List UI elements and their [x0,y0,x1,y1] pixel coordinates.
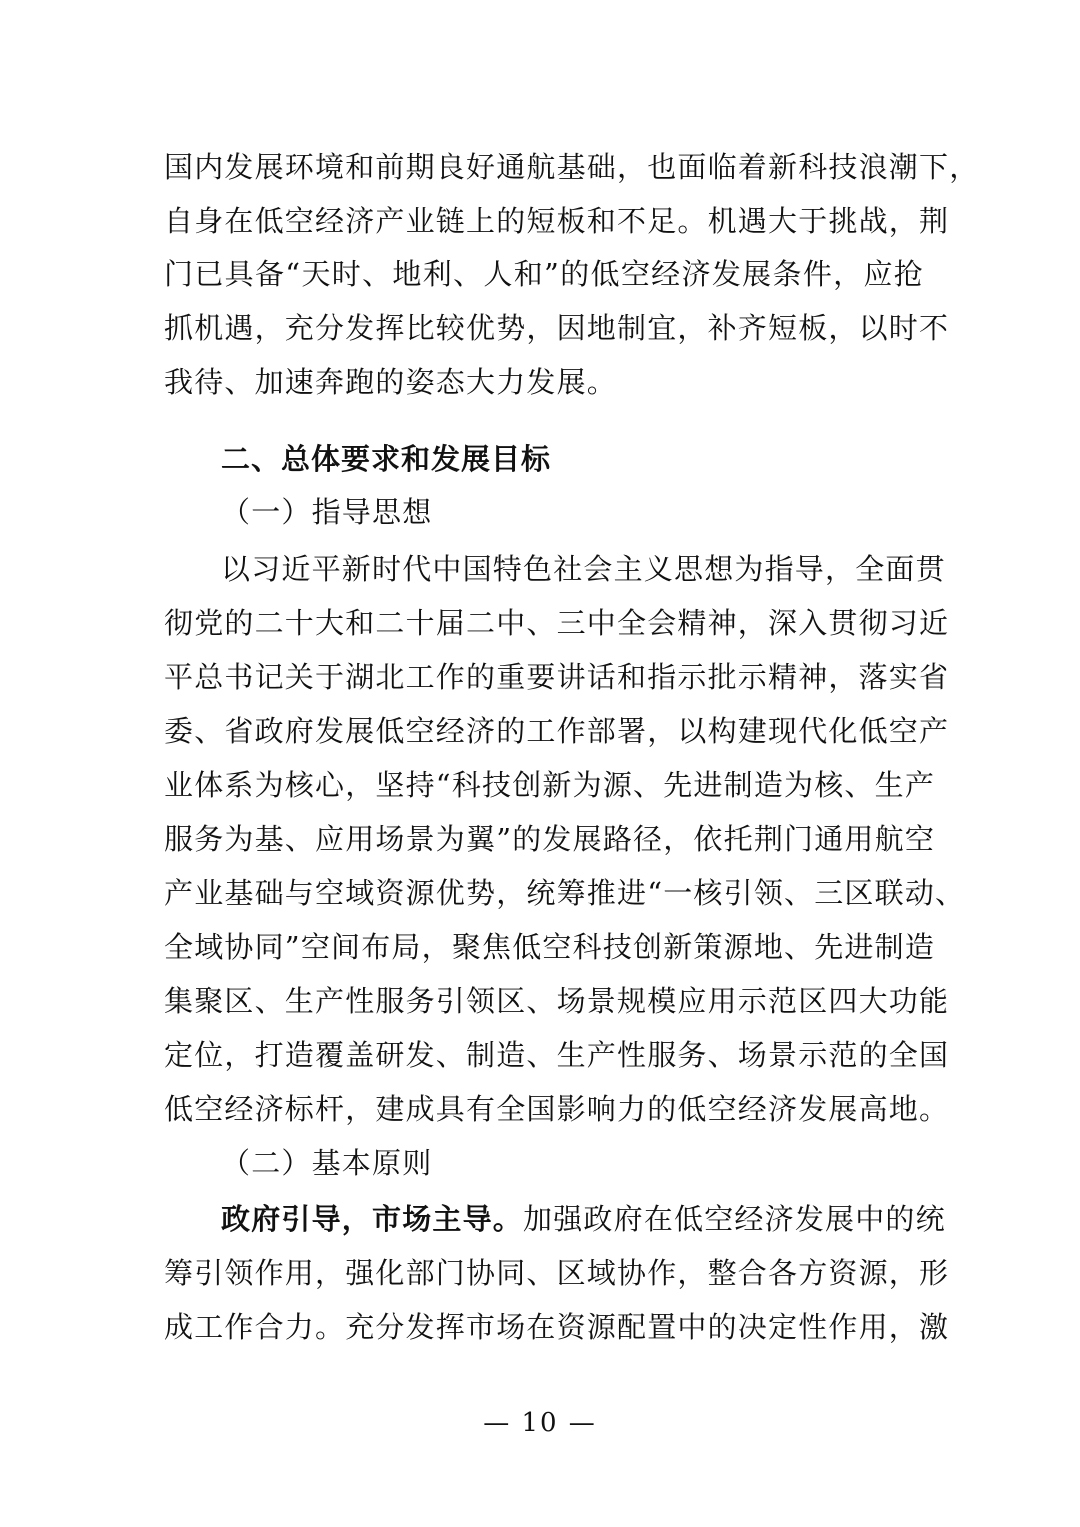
guiding-thought-line-2: 彻党的二十大和二十届二中、三中全会精神，深入贯彻习近 [164,606,950,640]
guiding-thought-line-6: 服务为基、应用场景为翼”的发展路径，依托荆门通用航空 [164,822,936,856]
subsection-2-title: （二）基本原则 [221,1146,433,1180]
principle-1-line-3: 成工作合力。充分发挥市场在资源配置中的决定性作用，激 [164,1310,950,1344]
intro-line-3: 门已具备“天时、地利、人和”的低空经济发展条件，应抢 [164,257,924,291]
guiding-thought-line-7: 产业基础与空域资源优势，统筹推进“一核引领、三区联动、 [164,876,966,910]
subsection-1-title: （一）指导思想 [221,495,433,529]
guiding-thought-line-11: 低空经济标杆，建成具有全国影响力的低空经济发展高地。 [164,1092,950,1126]
guiding-thought-line-4: 委、省政府发展低空经济的工作部署，以构建现代化低空产 [164,714,950,748]
guiding-thought-line-10: 定位，打造覆盖研发、制造、生产性服务、场景示范的全国 [164,1038,950,1072]
intro-line-4: 抓机遇，充分发挥比较优势，因地制宜，补齐短板，以时不 [164,311,950,345]
intro-line-5: 我待、加速奔跑的姿态大力发展。 [164,365,618,399]
page-number: — 10 — [483,1408,597,1438]
principle-1-lead: 政府引导，市场主导。 [221,1202,524,1236]
guiding-thought-line-5: 业体系为核心，坚持“科技创新为源、先进制造为核、生产 [164,768,936,802]
principle-1-line-2: 筹引领作用，强化部门协同、区域协作，整合各方资源，形 [164,1256,950,1290]
guiding-thought-line-3: 平总书记关于湖北工作的重要讲话和指示批示精神，落实省 [164,660,950,694]
principle-1-first-line [221,1199,946,1239]
intro-line-2: 自身在低空经济产业链上的短板和不足。机遇大于挑战，荆 [164,204,950,238]
intro-line-1: 国内发展环境和前期良好通航基础，也面临着新科技浪潮下， [164,150,980,184]
guiding-thought-line-9: 集聚区、生产性服务引领区、场景规模应用示范区四大功能 [164,984,950,1018]
principle-1-first-line-rest: 加强政府在低空经济发展中的统 [523,1202,946,1236]
guiding-thought-line-8: 全域协同”空间布局，聚焦低空科技创新策源地、先进制造 [164,930,936,964]
section-heading: 二、总体要求和发展目标 [221,442,552,476]
guiding-thought-line-1: 以习近平新时代中国特色社会主义思想为指导，全面贯 [221,552,946,586]
